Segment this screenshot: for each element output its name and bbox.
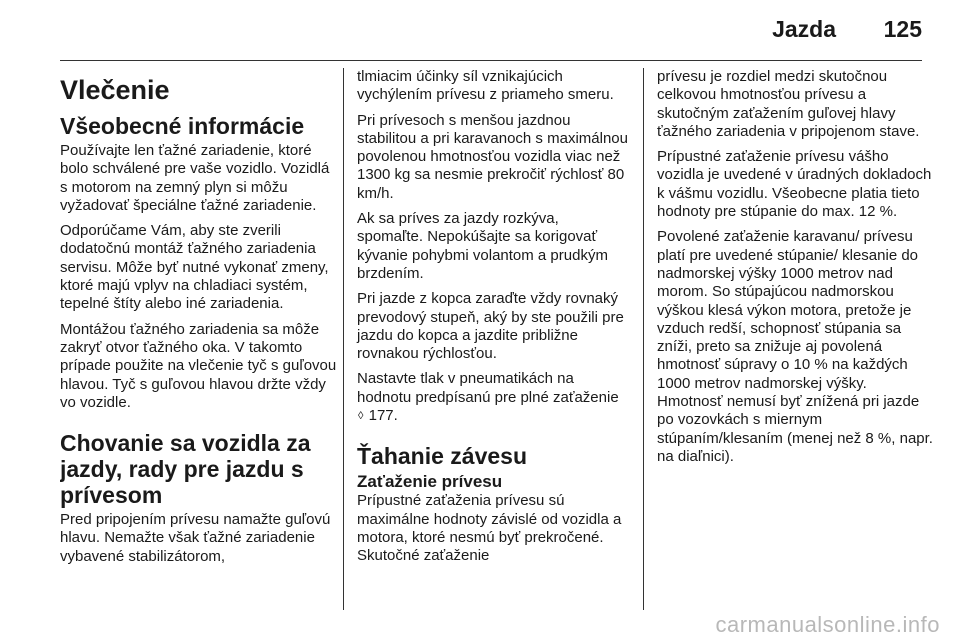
column-middle [343,68,628,610]
header-divider [60,60,922,61]
paragraph: Montážou ťažného zariadenia sa môže zakryť otvor ťažného oka. V takomto prípade použite na vlečenie tyč s guľovou hlavou. Tyč s guľovou hlavou držte vždy vo vozidle. [60,320,337,411]
column-left [60,70,340,612]
paragraph: tlmiacim účinky síl vznikajúcich vychýlením prívesu z priameho smeru. [357,68,614,104]
page-reference-arrow-icon: ◊ [358,410,364,423]
paragraph: Prípustné zaťaženia prívesu sú maximálne hodnoty závislé od vozidla a motora, ktoré nesmú byť prekročené. Skutočné zaťaženie [357,492,622,565]
paragraph: Ak sa príves za jazdy rozkýva, spomaľte. Nepokúšajte sa korigovať kývanie pohybmi volantom a prudkým brzdením. [357,210,608,282]
page-number: 125 [883,16,922,42]
section-title-driving: Chovanie sa vozidla za jazdy, rady pre jazdu s prívesom [60,430,311,509]
chapter-title: Vlečenie [60,75,170,105]
subsection-title-general: Všeobecné informácie [60,113,305,139]
paragraph: Prípustné zaťaženie prívesu vášho vozidla je uvedené v úradných dokladoch k vášmu vozidlu. Všeobecne platia tieto hodnoty pre stúpanie do max. 12 %. [657,148,932,221]
watermark: carmanualsonline.info [715,612,940,637]
paragraph: Pri prívesoch s menšou jazdnou stabilitou a pri karavanoch s maximálnou povolenou hmotnosťou vozidla viac než 1300 kg sa nesmie prekročiť rýchlosť 80 km/h. [357,111,628,202]
paragraph: Odporúčame Vám, aby ste zverili dodatočnú montáž ťažného zariadenia servisu. Môže byť nutné vykonať zmeny, ktoré majú vplyv na chladiaci systém, tepelné štíty alebo iné zariadenia. [60,222,329,313]
paragraph: Povolené zaťaženie karavanu/ prívesu platí pre uvedené stúpanie/ klesanie do nadmorskej výšky 1000 metrov nad morom. So stúpajúcou nadmorskou výškou klesá výkon motora, pretože je vzduch redší, schopnosť stúpania sa zníži, preto sa znižuje aj povolená hmotnosť súpravy o 10 % na každých 1000 metrov nadmorskej výšky. Hmotnosť nemusí byť znížená pri jazde po vozovkách s miernym stúpaním/klesaním (menej než 8 %, napr. na diaľnici). [657,228,933,465]
section-title-towing: Ťahanie závesu [357,443,528,470]
paragraph: Pred pripojením prívesu namažte guľovú hlavu. Nemažte však ťažné zariadenie vybavené stabilizátorom, [60,511,331,565]
page-header [60,16,922,44]
page-reference-link[interactable]: 177. [368,407,398,425]
section-title: Jazda [772,16,836,42]
subsection-title-trailer-load: Zaťaženie prívesu [357,472,503,492]
paragraph: Používajte len ťažné zariadenie, ktoré bolo schválené pre vaše vozidlo. Vozidlá s motorom na zemný plyn si môžu vyžadovať špeciálne ťažné zariadenie. [60,142,330,214]
column-right [643,68,935,610]
paragraph: Pri jazde z kopca zaraďte vždy rovnaký prevodový stupeň, aký by ste použili pre jazdu do kopca a jazdite približne rovnakou rýchlosťou. [357,290,624,363]
paragraph-tire-pressure [357,370,628,425]
paragraph-text: Nastavte tlak v pneumatikách na hodnotu predpísanú pre plné zaťaženie [357,370,619,406]
paragraph: prívesu je rozdiel medzi skutočnou celkovou hmotnosťou prívesu a skutočným zaťažením guľovej hlavy ťažného zariadenia v pripojenom stave. [657,68,920,140]
